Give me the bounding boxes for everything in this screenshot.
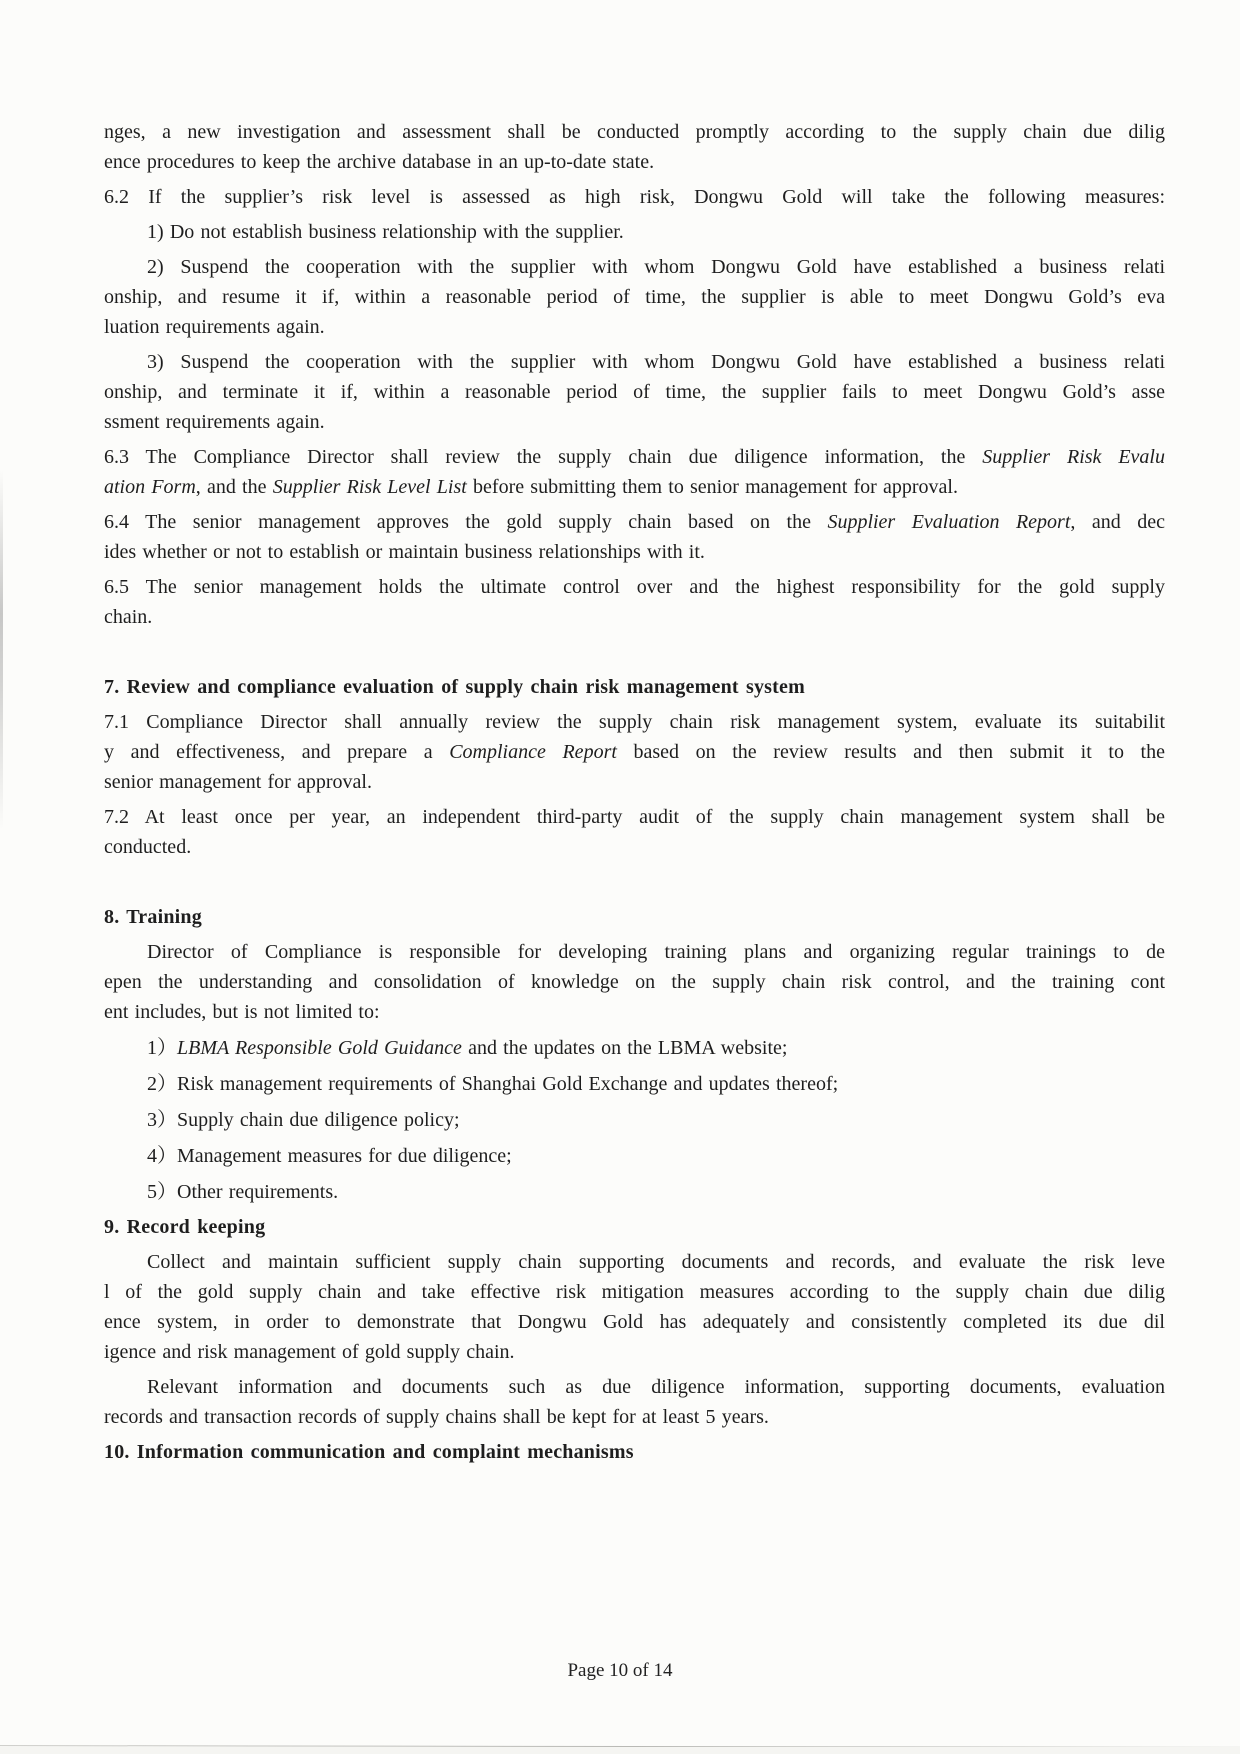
text-line	[104, 1247, 1165, 1277]
italic-text-run: Supplier Risk Level List	[272, 476, 467, 498]
training-item	[104, 1069, 1165, 1099]
text-line	[104, 737, 1165, 767]
page-footer: Page 10 of 14	[567, 1660, 673, 1681]
document-body	[104, 117, 1165, 1467]
paragraph	[104, 182, 1165, 212]
text-run: ides whether or not to establish or maintain business relationships with it.	[104, 541, 705, 563]
text-line	[104, 802, 1165, 832]
text-line	[104, 1033, 1165, 1063]
text-run: 4）Management measures for due diligence;	[147, 1145, 512, 1167]
text-run: Relevant information and documents such as due diligence information, supporting documents, evaluation	[147, 1376, 1165, 1398]
text-run: 6.5 The senior management holds the ultimate control over and the highest responsibility for the gold supply	[104, 576, 1165, 598]
text-line	[104, 1212, 1165, 1242]
text-run: 10. Information communication and complaint mechanisms	[104, 1441, 634, 1463]
italic-text-run: LBMA Responsible Gold Guidance	[177, 1037, 462, 1059]
paragraph	[104, 507, 1165, 567]
text-line	[104, 832, 1165, 862]
text-run: 7.1 Compliance Director shall annually review the supply chain risk management system, evaluate its suitabilit	[104, 711, 1165, 733]
text-line	[104, 967, 1165, 997]
text-line	[104, 1069, 1165, 1099]
text-line	[104, 507, 1165, 537]
section-heading-9	[104, 1212, 1165, 1242]
text-line	[104, 1402, 1165, 1432]
text-run: 3）Supply chain due diligence policy;	[147, 1109, 460, 1131]
text-run: epen the understanding and consolidation of knowledge on the supply chain risk control, and the training cont	[104, 971, 1165, 993]
paragraph	[104, 217, 1165, 247]
italic-text-run: ation Form	[104, 476, 196, 498]
text-line	[104, 1141, 1165, 1171]
text-run: conducted.	[104, 836, 192, 858]
text-run: Collect and maintain sufficient supply chain supporting documents and records, and evaluate the risk leve	[147, 1251, 1165, 1273]
text-run: 2）Risk management requirements of Shanghai Gold Exchange and updates thereof;	[147, 1073, 839, 1095]
text-line	[104, 407, 1165, 437]
text-run: nges, a new investigation and assessment shall be conducted promptly according to the supply chain due dilig	[104, 121, 1165, 143]
text-run: 1) Do not establish business relationship with the supplier.	[147, 221, 624, 243]
text-line	[104, 182, 1165, 212]
text-run: luation requirements again.	[104, 316, 325, 338]
text-run: senior management for approval.	[104, 771, 372, 793]
paragraph	[104, 707, 1165, 797]
text-run: 3) Suspend the cooperation with the supplier with whom Dongwu Gold have established a business relati	[147, 351, 1165, 373]
text-run: y and effectiveness, and prepare a	[104, 741, 450, 763]
training-item	[104, 1033, 1165, 1063]
text-run: 1）	[147, 1037, 177, 1059]
paragraph	[104, 442, 1165, 502]
text-line	[104, 217, 1165, 247]
text-line	[104, 147, 1165, 177]
scan-artifact-left-edge	[0, 470, 3, 830]
section-heading-8	[104, 902, 1165, 932]
paragraph	[104, 937, 1165, 1027]
text-run: ent includes, but is not limited to:	[104, 1001, 380, 1023]
text-line	[104, 937, 1165, 967]
text-run: before submitting them to senior management for approval.	[466, 476, 958, 498]
training-item	[104, 1105, 1165, 1135]
text-run: , and the	[195, 476, 273, 498]
text-run: ssment requirements again.	[104, 411, 325, 433]
text-run: 6.3 The Compliance Director shall review the supply chain due diligence information, the	[104, 446, 983, 468]
text-line	[104, 767, 1165, 797]
paragraph	[104, 1247, 1165, 1367]
text-run: 6.2 If the supplier’s risk level is assessed as high risk, Dongwu Gold will take the following measures:	[104, 186, 1165, 208]
paragraph	[104, 802, 1165, 862]
scan-edge-bottom-strip	[0, 1747, 1240, 1754]
text-line	[104, 1277, 1165, 1307]
text-line	[104, 672, 1165, 702]
text-line	[104, 1372, 1165, 1402]
text-run: chain.	[104, 606, 153, 628]
text-run: , and dec	[1070, 511, 1165, 533]
text-line	[104, 377, 1165, 407]
text-line	[104, 997, 1165, 1027]
section-heading-7	[104, 672, 1165, 702]
text-run: 2) Suspend the cooperation with the supplier with whom Dongwu Gold have established a business relati	[147, 256, 1165, 278]
text-line	[104, 347, 1165, 377]
text-line	[104, 472, 1165, 502]
text-line	[104, 602, 1165, 632]
text-line	[104, 282, 1165, 312]
paragraph	[104, 572, 1165, 632]
text-line	[104, 442, 1165, 472]
text-run: 9. Record keeping	[104, 1216, 266, 1238]
paragraph	[104, 1372, 1165, 1432]
text-run: 5）Other requirements.	[147, 1181, 339, 1203]
text-line	[104, 252, 1165, 282]
paragraph	[104, 347, 1165, 437]
text-line	[104, 1105, 1165, 1135]
italic-text-run: Compliance Report	[449, 741, 617, 763]
text-run: igence and risk management of gold supply chain.	[104, 1341, 515, 1363]
text-run: 8. Training	[104, 906, 202, 928]
italic-text-run: Supplier Risk Evalu	[982, 446, 1165, 468]
paragraph	[104, 117, 1165, 177]
training-item	[104, 1141, 1165, 1171]
text-line	[104, 1177, 1165, 1207]
italic-text-run: Supplier Evaluation Report	[827, 511, 1071, 533]
text-line	[104, 1437, 1165, 1467]
text-run: onship, and terminate it if, within a reasonable period of time, the supplier fails to meet Dongwu Gold’s asse	[104, 381, 1165, 403]
text-line	[104, 707, 1165, 737]
text-line	[104, 902, 1165, 932]
text-run: 7.2 At least once per year, an independent third-party audit of the supply chain management system shall be	[104, 806, 1165, 828]
text-run: Director of Compliance is responsible for developing training plans and organizing regular trainings to de	[147, 941, 1165, 963]
text-run: ence system, in order to demonstrate that Dongwu Gold has adequately and consistently completed its due dil	[104, 1311, 1165, 1333]
text-line	[104, 117, 1165, 147]
text-run: ence procedures to keep the archive database in an up-to-date state.	[104, 151, 655, 173]
text-line	[104, 537, 1165, 567]
text-run: and the updates on the LBMA website;	[461, 1037, 788, 1059]
text-run: records and transaction records of supply chains shall be kept for at least 5 years.	[104, 1406, 769, 1428]
text-run: onship, and resume it if, within a reasonable period of time, the supplier is able to meet Dongwu Gold’s eva	[104, 286, 1165, 308]
text-run: l of the gold supply chain and take effective risk mitigation measures according to the supply chain due dilig	[104, 1281, 1165, 1303]
text-line	[104, 1337, 1165, 1367]
training-item	[104, 1177, 1165, 1207]
text-run: based on the review results and then submit it to the	[616, 741, 1165, 763]
text-line	[104, 1307, 1165, 1337]
text-line	[104, 572, 1165, 602]
paragraph	[104, 252, 1165, 342]
text-run: 7. Review and compliance evaluation of supply chain risk management system	[104, 676, 805, 698]
text-run: 6.4 The senior management approves the gold supply chain based on the	[104, 511, 828, 533]
section-heading-10	[104, 1437, 1165, 1467]
text-line	[104, 312, 1165, 342]
